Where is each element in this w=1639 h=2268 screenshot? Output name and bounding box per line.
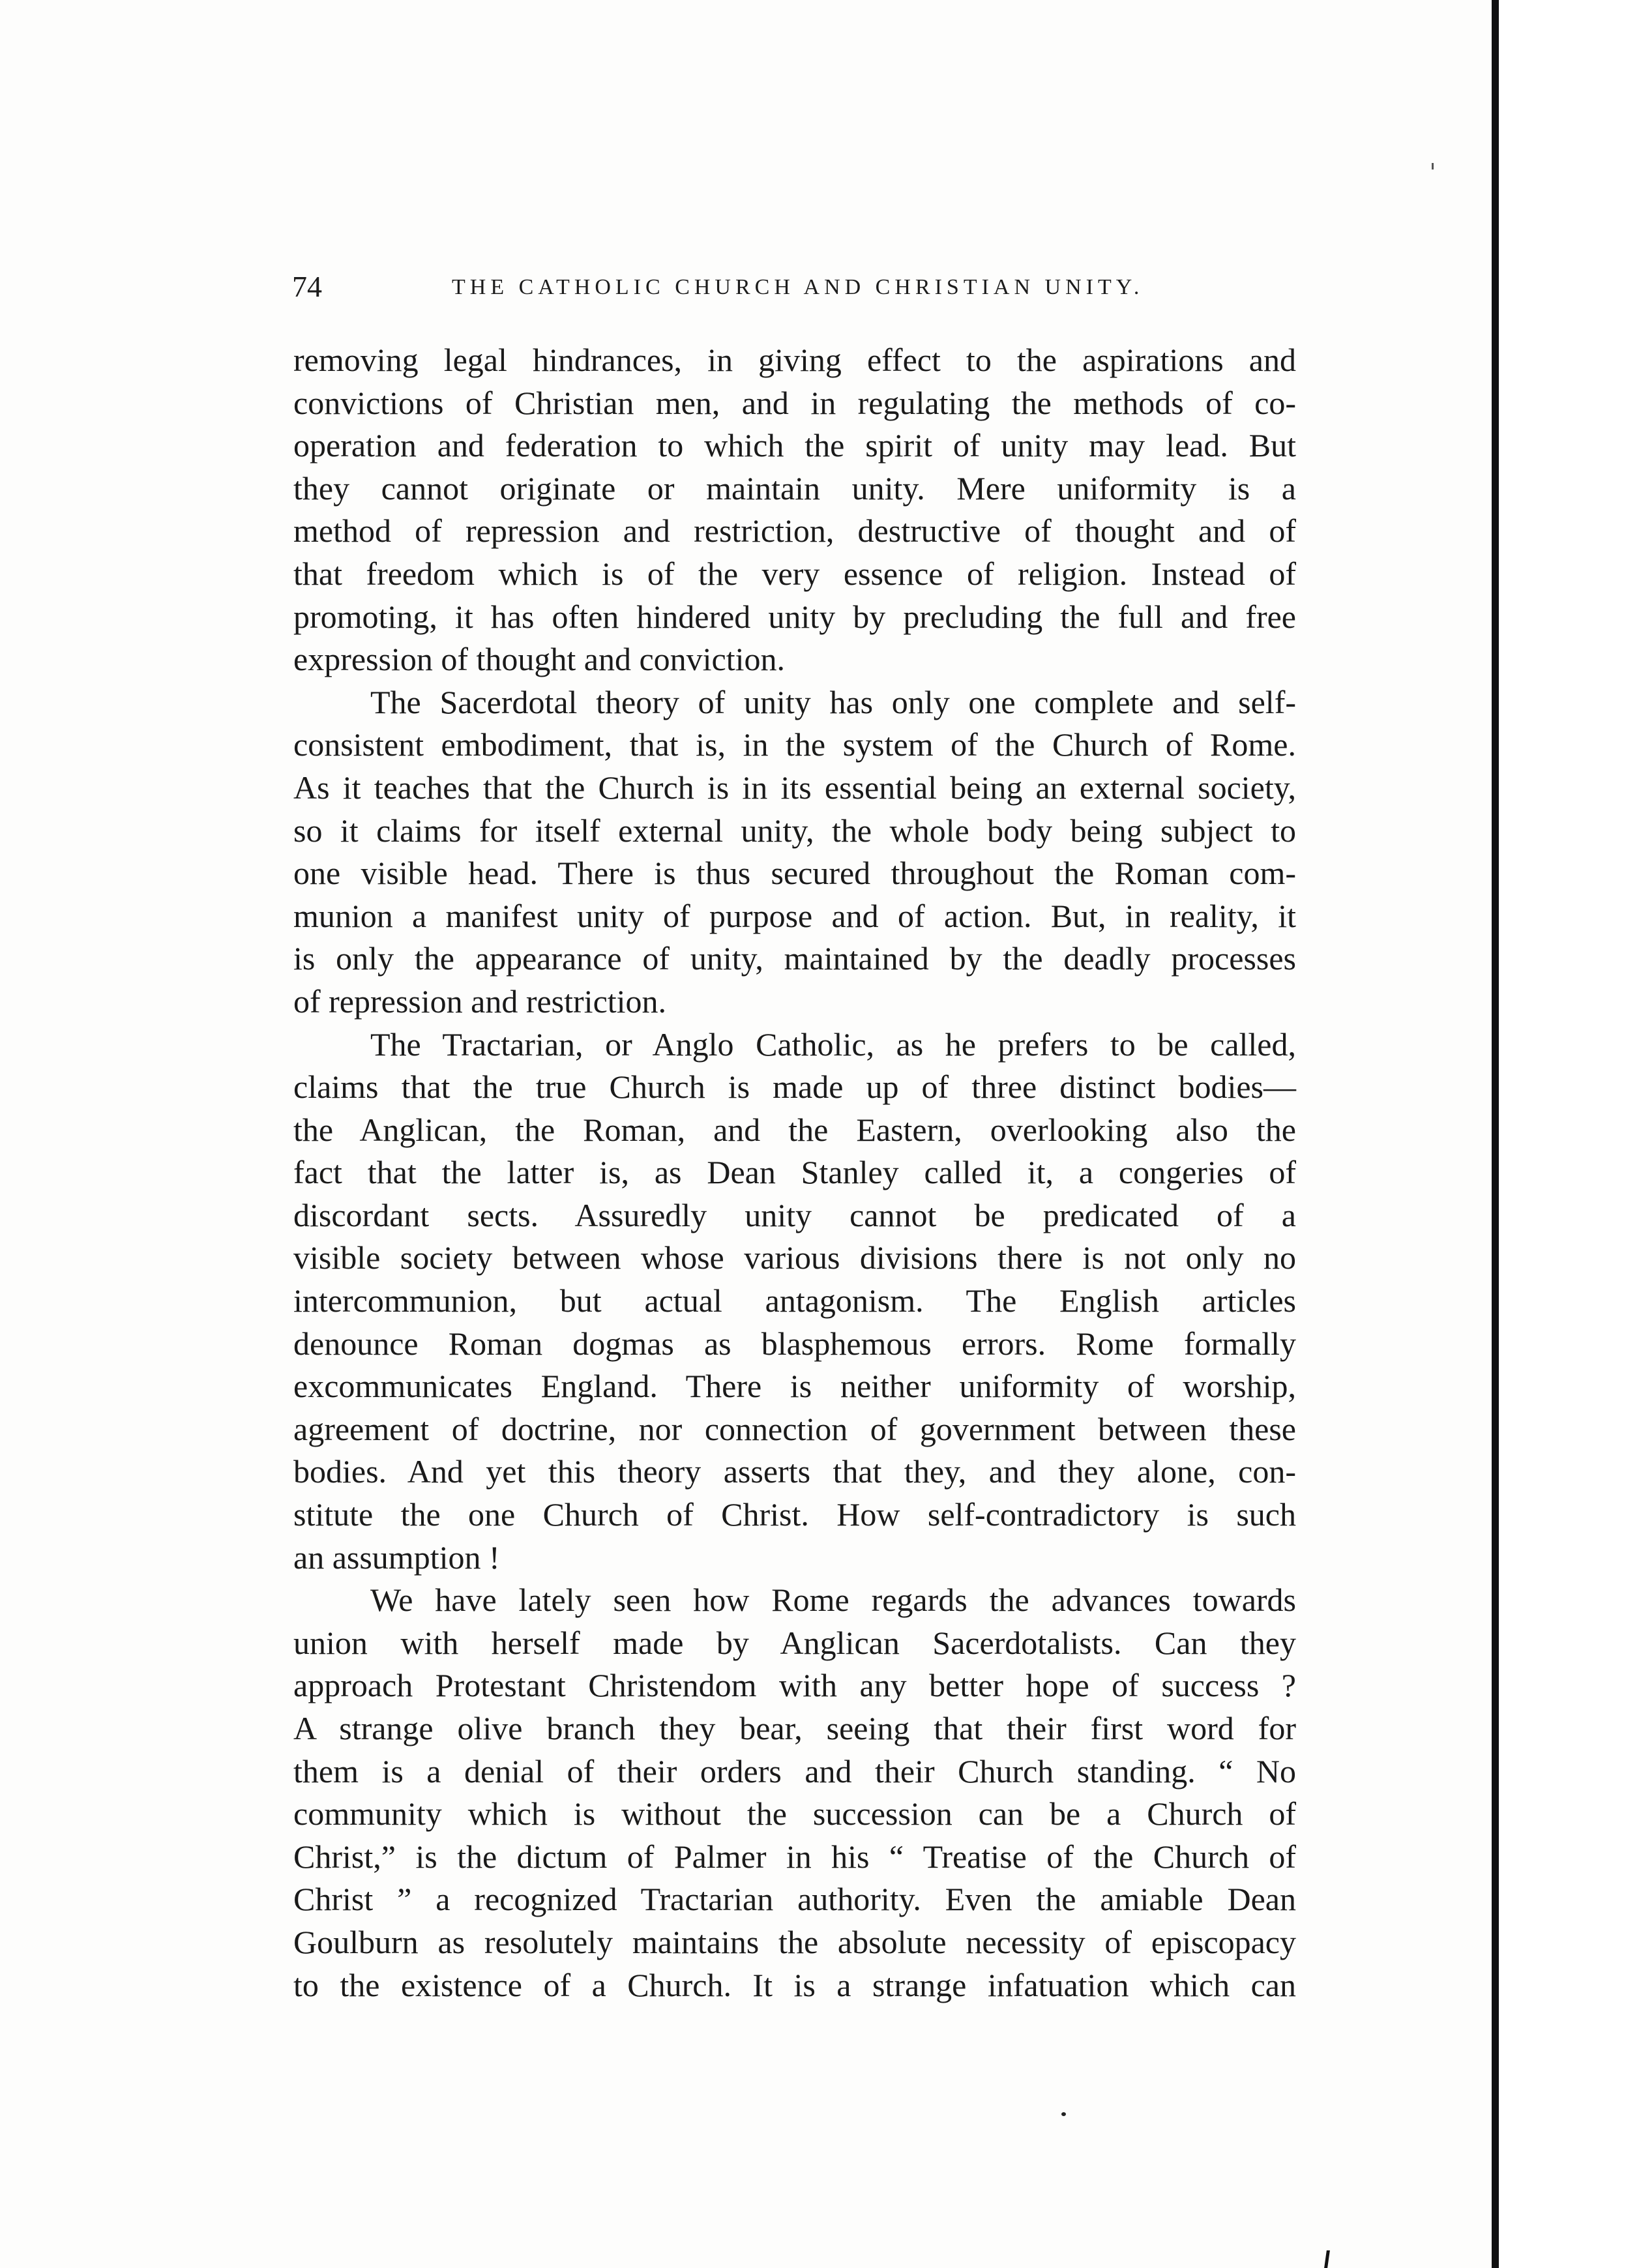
outer-margin <box>1499 0 1639 2268</box>
text-line: consistent embodiment, that is, in the system of the Church of Rome. <box>293 726 1296 763</box>
paragraph-4 <box>293 1579 1296 2007</box>
text-line: As it teaches that the Church is in its essential being an external society, <box>293 769 1296 806</box>
text-line: stitute the one Church of Christ. How self-contradictory is such <box>293 1496 1296 1533</box>
text-line: so it claims for itself external unity, the whole body being subject to <box>293 812 1296 849</box>
text-line: they cannot originate or maintain unity. Mere uniformity is a <box>293 469 1296 507</box>
scan-mark <box>1324 2250 1330 2268</box>
text-line: agreement of doctrine, nor connection of government between these <box>293 1410 1296 1447</box>
text-line: intercommunion, but actual antagonism. The English articles <box>293 1282 1296 1319</box>
text-line: excommunicates England. There is neither uniformity of worship, <box>293 1368 1296 1405</box>
text-line: claims that the true Church is made up of three distinct bodies— <box>293 1068 1296 1106</box>
text-line: removing legal hindrances, in giving effect to the aspirations and <box>293 342 1296 378</box>
text-line: an assumption ! <box>293 1539 500 1576</box>
text-line: expression of thought and conviction. <box>293 641 786 678</box>
page-number: 74 <box>292 270 322 303</box>
scan-speck <box>1432 163 1434 169</box>
text-line: them is a denial of their orders and their Church standing. “ No <box>293 1752 1296 1789</box>
text-line: denounce Roman dogmas as blasphemous errors. Rome formally <box>293 1325 1296 1362</box>
running-title: THE CATHOLIC CHURCH AND CHRISTIAN UNITY. <box>452 275 1144 299</box>
text-line: union with herself made by Anglican Sacerdotalists. Can they <box>293 1624 1296 1661</box>
text-line: Christ ” a recognized Tractarian authority. Even the amiable Dean <box>293 1881 1296 1918</box>
text-line: approach Protestant Christendom with any better hope of success ? <box>293 1667 1296 1704</box>
text-line: method of repression and restriction, destructive of thought and of <box>293 512 1296 550</box>
text-line: one visible head. There is thus secured throughout the Roman com- <box>293 855 1296 892</box>
text-line: discordant sects. Assuredly unity cannot be predicated of a <box>293 1196 1296 1233</box>
text-line: The Tractarian, or Anglo Catholic, as he prefers to be called, <box>370 1025 1296 1063</box>
text-line: We have lately seen how Rome regards the advances towards <box>370 1582 1296 1619</box>
text-line: the Anglican, the Roman, and the Eastern, overlooking also the <box>293 1111 1296 1148</box>
text-line: bodies. And yet this theory asserts that they, and they alone, con- <box>293 1453 1296 1490</box>
body-text <box>293 339 1296 2007</box>
running-head <box>292 267 1185 306</box>
text-line: that freedom which is of the very essence of religion. Instead of <box>293 555 1296 592</box>
text-line: A strange olive branch they bear, seeing that their first word for <box>293 1710 1296 1746</box>
text-line: Christ,” is the dictum of Palmer in his “ Treatise of the Church of <box>293 1838 1296 1875</box>
text-line: convictions of Christian men, and in regulating the methods of co- <box>293 384 1296 421</box>
text-line: to the existence of a Church. It is a strange infatuation which can <box>293 1966 1296 2003</box>
text-line: The Sacerdotal theory of unity has only one complete and self- <box>370 683 1296 720</box>
text-line: promoting, it has often hindered unity by precluding the full and free <box>293 598 1296 635</box>
paragraph-2 <box>293 681 1296 1024</box>
text-line: munion a manifest unity of purpose and of action. But, in reality, it <box>293 897 1296 934</box>
scan-speck <box>1061 2112 1066 2116</box>
text-line: community which is without the succession can be a Church of <box>293 1795 1296 1833</box>
text-line: of repression and restriction. <box>293 982 667 1020</box>
text-line: visible society between whose various divisions there is not only no <box>293 1239 1296 1276</box>
text-line: is only the appearance of unity, maintained by the deadly processes <box>293 940 1296 977</box>
paragraph-3 <box>293 1024 1296 1580</box>
page-edge-shadow <box>1492 0 1499 2268</box>
text-line: Goulburn as resolutely maintains the absolute necessity of episcopacy <box>293 1923 1296 1960</box>
text-line: fact that the latter is, as Dean Stanley called it, a congeries of <box>293 1154 1296 1191</box>
paragraph-1 <box>293 339 1296 681</box>
text-line: operation and federation to which the spirit of unity may lead. But <box>293 427 1296 464</box>
